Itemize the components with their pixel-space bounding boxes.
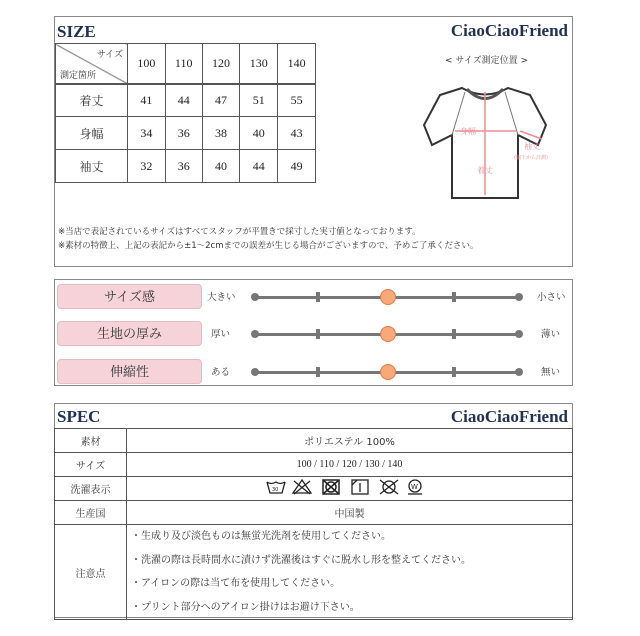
no-tumble-dry-icon [323, 480, 339, 494]
diagram-caption: < サイズ測定位置 > [445, 56, 529, 66]
spec-label: 注意点 [55, 525, 127, 620]
scale-right-label: 無い [541, 367, 561, 378]
spec-label: 素材 [55, 429, 127, 453]
fit-section [54, 279, 573, 386]
size-header: 110 [165, 44, 202, 84]
spec-label: 洗濯表示 [55, 477, 127, 501]
brand-logo: CiaoCiaoFriend [450, 21, 568, 40]
cell: 55 [278, 84, 316, 117]
scale-right-label: 薄い [541, 329, 561, 340]
corner-cell [56, 44, 128, 84]
spec-title: SPEC [57, 407, 101, 426]
cell: 41 [128, 84, 166, 117]
cell: 40 [240, 117, 278, 150]
spec-value: ポリエステル 100% [127, 429, 573, 453]
scale-end [515, 293, 523, 301]
diagram-sleeve-note: (脇下から計測) [514, 155, 548, 161]
scale-tick [452, 367, 456, 377]
table-row [56, 117, 316, 150]
cell: 32 [128, 150, 166, 183]
scale-left-label: ある [211, 367, 231, 378]
fit-label: 生地の厚み [57, 321, 202, 346]
cell: 36 [165, 117, 202, 150]
spec-table [54, 428, 573, 620]
cell: 44 [165, 84, 202, 117]
no-dry-clean-icon [380, 480, 398, 494]
care-note: ・生成り及び淡色ものは無蛍光洗剤を使用してください。 [131, 531, 391, 542]
tshirt-diagram [420, 83, 560, 203]
scale-tick [452, 292, 456, 302]
scale-left-label: 厚い [211, 329, 231, 340]
scale-end [515, 368, 523, 376]
table-row [56, 150, 316, 183]
corner-bottom: 測定箇所 [60, 70, 97, 81]
cell: 49 [278, 150, 316, 183]
spec-section [54, 403, 573, 618]
spec-label: 生産国 [55, 501, 127, 525]
spec-value: 100 / 110 / 120 / 130 / 140 [127, 453, 573, 477]
scale-tick [452, 329, 456, 339]
spec-label: サイズ [55, 453, 127, 477]
scale-marker [380, 364, 396, 380]
wash-30-icon [267, 482, 285, 493]
cell: 40 [202, 150, 240, 183]
spec-value: 中国製 [127, 501, 573, 525]
row-label: 身幅 [56, 117, 128, 150]
cell: 47 [202, 84, 240, 117]
size-note: ※素材の特徴上、上記の表記から±1〜2cmまでの誤差が生じる場合がございますので、予めご了承ください。 [58, 241, 479, 251]
scale-tick [316, 329, 320, 339]
fit-row-thickness [55, 318, 572, 348]
spec-row [55, 453, 573, 477]
fit-row-size [55, 281, 572, 311]
cell: 43 [278, 117, 316, 150]
cell: 38 [202, 117, 240, 150]
diagram-length-label: 着丈 [477, 166, 493, 175]
spec-row [55, 429, 573, 453]
spec-row [55, 525, 573, 620]
corner-top: サイズ [96, 50, 123, 60]
scale-marker [380, 326, 396, 342]
scale-tick [316, 367, 320, 377]
fit-row-stretch [55, 356, 572, 386]
care-note: ・プリント部分へのアイロン掛けはお避け下さい。 [131, 601, 360, 613]
size-header: 130 [240, 44, 278, 84]
scale-end [251, 368, 259, 376]
line-dry-shade-icon [352, 480, 368, 494]
size-section [54, 16, 573, 267]
brand-logo: CiaoCiaoFriend [450, 407, 568, 426]
size-header: 140 [278, 44, 316, 84]
scale-marker [380, 289, 396, 305]
cell: 51 [240, 84, 278, 117]
size-title: SIZE [57, 22, 96, 41]
scale-left-label: 大きい [207, 292, 236, 303]
care-symbols [127, 477, 573, 501]
scale-end [251, 293, 259, 301]
care-note: ・アイロンの際は当て布を使用してください。 [131, 578, 341, 589]
scale-end [251, 330, 259, 338]
cell: 36 [165, 150, 202, 183]
care-note: ・洗濯の際は長時間水に漬けず洗濯後はすぐに脱水し形を整えてください。 [131, 554, 471, 566]
svg-text:30: 30 [271, 487, 278, 493]
fit-label: サイズ感 [57, 284, 202, 309]
care-notes [127, 525, 573, 620]
diagram-width-label: 身幅 [460, 127, 476, 136]
cell: 44 [240, 150, 278, 183]
size-note: ※当店で表記されているサイズはすべてスタッフが平置きで採寸した実寸値となっております。 [58, 227, 421, 237]
table-row [56, 84, 316, 117]
fit-label: 伸縮性 [57, 359, 202, 384]
svg-text:W: W [410, 483, 418, 491]
size-header: 100 [128, 44, 166, 84]
diagram-sleeve-label: 袖丈 [524, 142, 540, 151]
size-header: 120 [202, 44, 240, 84]
no-bleach-icon [293, 480, 311, 494]
size-table [55, 43, 316, 183]
scale-right-label: 小さい [537, 292, 566, 303]
spec-row [55, 501, 573, 525]
scale-tick [316, 292, 320, 302]
wet-clean-icon [408, 480, 422, 494]
row-label: 袖丈 [56, 150, 128, 183]
scale-end [515, 330, 523, 338]
spec-row [55, 477, 573, 501]
cell: 34 [128, 117, 166, 150]
row-label: 着丈 [56, 84, 128, 117]
